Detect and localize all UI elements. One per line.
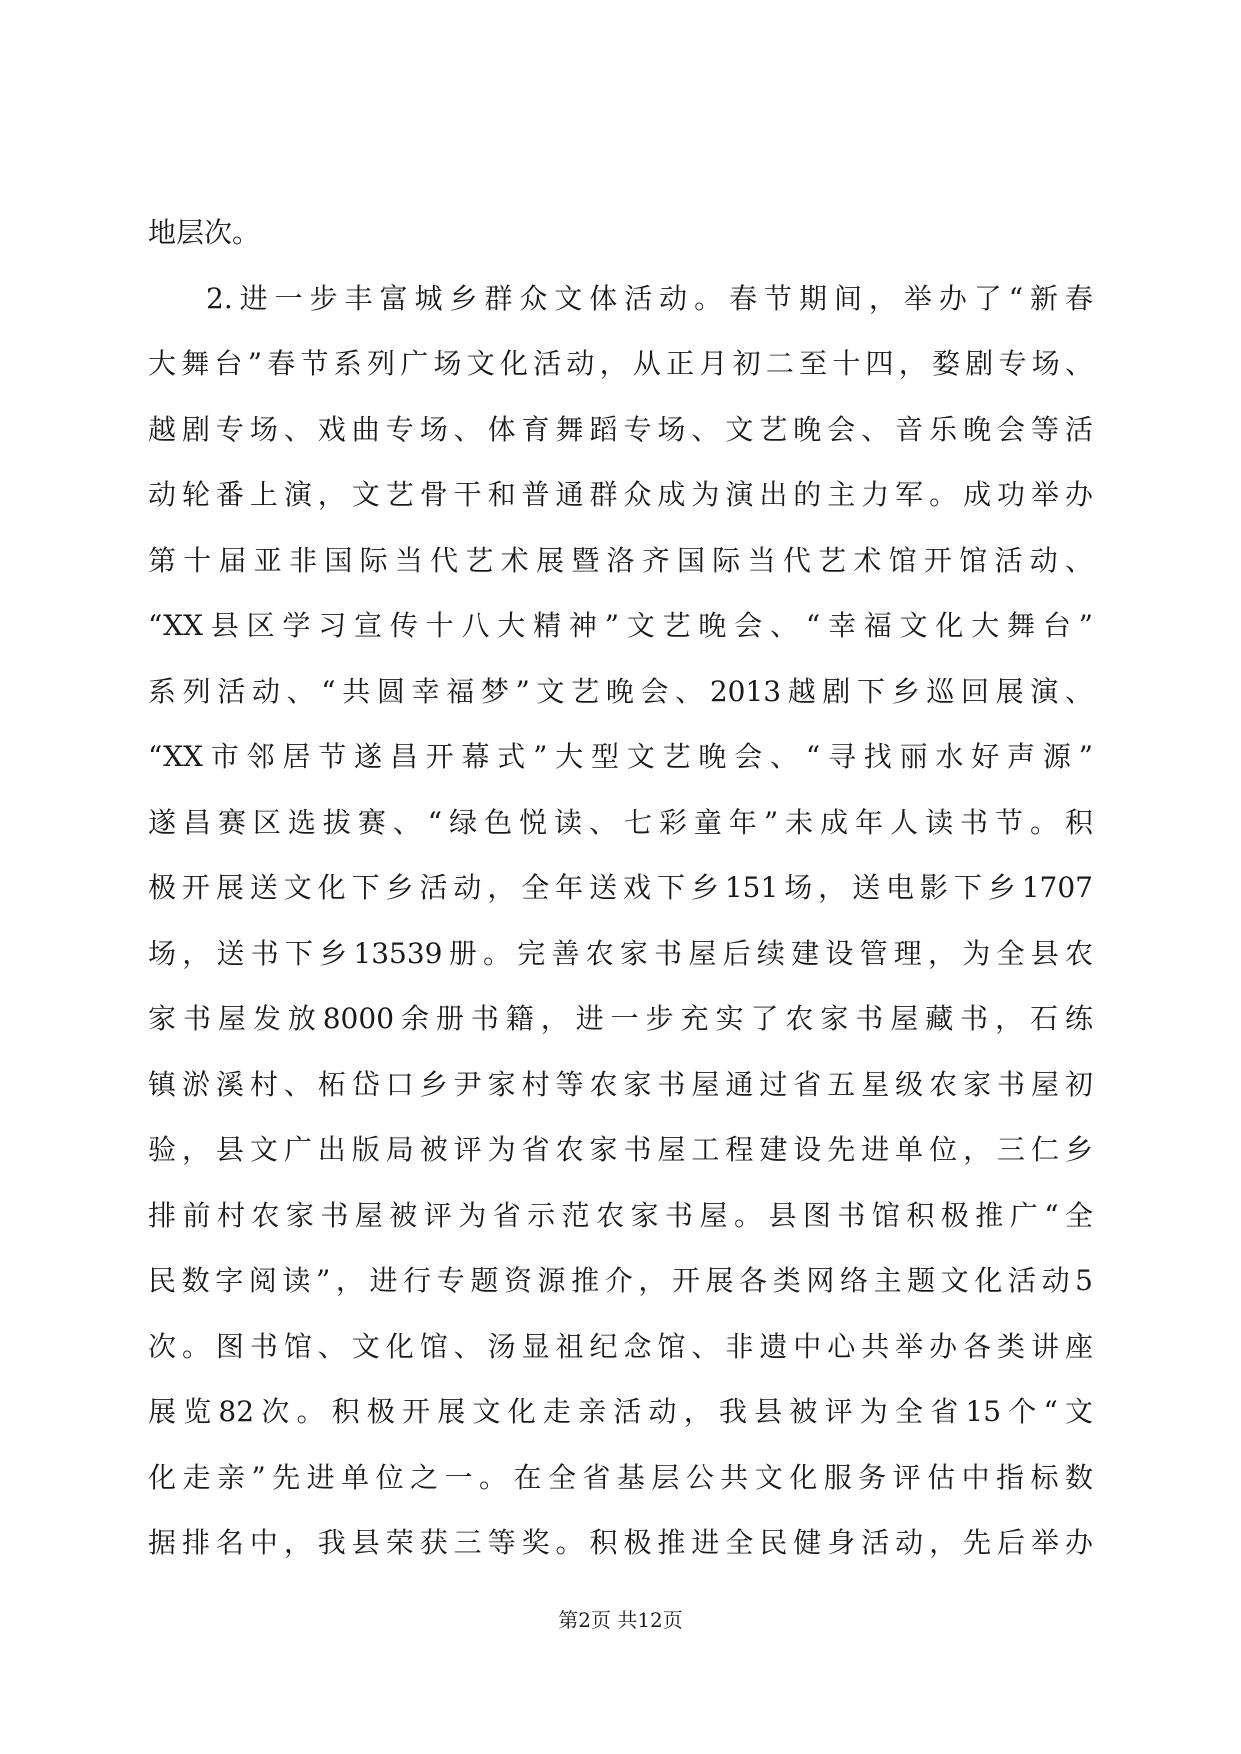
text-line: 遂昌赛区选拔赛、“绿色悦读、七彩童年”未成年人读书节。积 xyxy=(148,805,1093,839)
text-line: 据排名中，我县荣获三等奖。积极推进全民健身活动，先后举办 xyxy=(148,1526,1093,1559)
body-text xyxy=(148,200,1093,1576)
text-line: 场，送书下乡13539册。完善农家书屋后续建设管理，为全县农 xyxy=(148,936,1093,970)
page-number-footer: 第2页 共12页 xyxy=(558,1608,683,1632)
text-line: 民数字阅读”，进行专题资源推介，开展各类网络主题文化活动5 xyxy=(148,1264,1093,1297)
text-line: 地层次。 xyxy=(148,216,261,249)
text-line: 越剧专场、戏曲专场、体育舞蹈专场、文艺晚会、音乐晚会等活 xyxy=(148,412,1093,446)
text-line: “XX县区学习宣传十八大精神”文艺晚会、“幸福文化大舞台” xyxy=(148,609,1093,642)
text-line: 第十届亚非国际当代艺术展暨洛齐国际当代艺术馆开馆活动、 xyxy=(148,543,1093,577)
text-line: 2.进一步丰富城乡群众文体活动。春节期间，举办了“新春 xyxy=(206,281,1093,315)
text-line: 验，县文广出版局被评为省农家书屋工程建设先进单位，三仁乡 xyxy=(148,1133,1093,1166)
text-line: 系列活动、“共圆幸福梦”文艺晚会、2013越剧下乡巡回展演、 xyxy=(148,674,1093,708)
text-line: 化走亲”先进单位之一。在全省基层公共文化服务评估中指标数 xyxy=(148,1460,1093,1494)
text-line: 极开展送文化下乡活动，全年送戏下乡151场，送电影下乡1707 xyxy=(148,871,1093,904)
text-line: 家书屋发放8000余册书籍，进一步充实了农家书屋藏书，石练 xyxy=(148,1002,1093,1035)
text-line: 次。图书馆、文化馆、汤显祖纪念馆、非遗中心共举办各类讲座 xyxy=(148,1329,1093,1363)
text-line: 镇淤溪村、柘岱口乡尹家村等农家书屋通过省五星级农家书屋初 xyxy=(148,1067,1093,1101)
text-line: 排前村农家书屋被评为省示范农家书屋。县图书馆积极推广“全 xyxy=(148,1198,1093,1232)
text-line: “XX市邻居节遂昌开幕式”大型文艺晚会、“寻找丽水好声源” xyxy=(148,740,1093,773)
text-line: 大舞台”春节系列广场文化活动，从正月初二至十四，婺剧专场、 xyxy=(148,347,1093,380)
text-line: 动轮番上演，文艺骨干和普通群众成为演出的主力军。成功举办 xyxy=(148,478,1093,511)
text-line: 展览82次。积极开展文化走亲活动，我县被评为全省15个“文 xyxy=(148,1395,1093,1428)
